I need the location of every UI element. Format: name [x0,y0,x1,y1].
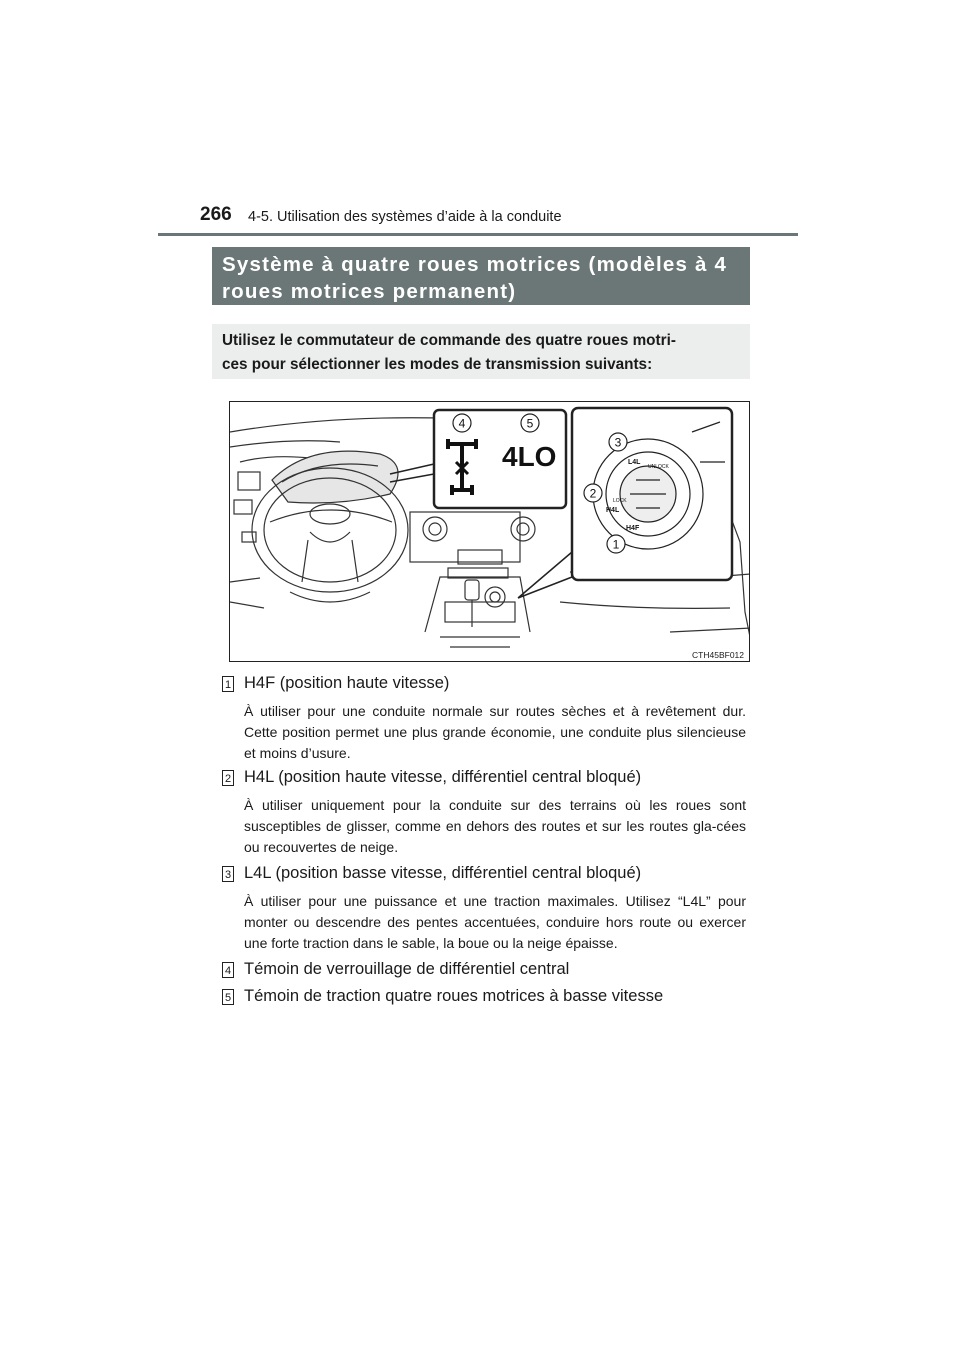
callout-2: 2 [589,486,597,501]
item-number: 1 [222,676,234,692]
dial-label-unlock: UNLOCK [648,464,669,470]
intro-line-2: ces pour sélectionner les modes de transmission suivants: [222,356,653,373]
item-description: À utiliser uniquement pour la conduite sur des terrains où les roues sont susceptibles de glisser, comme en dehors des routes et sur les routes gla-cées ou recouvertes de neige. [244,797,746,855]
low-range-indicator: 4LO [502,441,557,472]
dashboard-drawing [230,402,750,662]
item-title: H4F (position haute vitesse) [244,674,450,692]
intro-line-1: Utilisez le commutateur de commande des quatre roues motri- [222,332,676,349]
callout-3: 3 [614,435,622,450]
item-number: 3 [222,866,234,882]
item-number: 2 [222,770,234,786]
page-number: 266 [200,204,232,225]
item-title: L4L (position basse vitesse, différentiel central bloqué) [244,864,642,882]
callout-5: 5 [526,416,534,431]
header-divider [158,233,798,236]
dial-label-h4l: H4L [606,507,620,514]
item-title: Témoin de verrouillage de différentiel central [244,960,570,978]
figure-code: CTH45BF012 [692,650,744,660]
item-description: À utiliser pour une conduite normale sur routes sèches et à revêtement dur. Cette position permet une plus grande économie, une conduite plus silencieuse et moins d’usure. [244,703,746,761]
dial-label-l4l: L4L [628,459,641,466]
item-title: Témoin de traction quatre roues motrices à basse vitesse [244,987,664,1005]
callout-1: 1 [612,537,620,552]
section-title-band [212,247,750,305]
item-title: H4L (position haute vitesse, différentiel central bloqué) [244,768,642,786]
dial-label-lock: LOCK [613,498,627,504]
item-description: À utiliser pour une puissance et une traction maximales. Utilisez “L4L” pour monter ou descendre des pentes accentuées, conduire hors route ou exercer une forte traction dans le sable, la boue ou la neige épaisse. [244,893,746,951]
dashboard-illustration [229,401,750,662]
section-breadcrumb: 4-5. Utilisation des systèmes d’aide à la conduite [248,209,562,225]
section-title-line-2: roues motrices permanent) [222,280,517,303]
item-number: 4 [222,962,234,978]
intro-box [212,324,750,379]
section-title-line-1: Système à quatre roues motrices (modèles à 4 [222,253,728,276]
callout-4: 4 [458,416,466,431]
item-number: 5 [222,989,234,1005]
dial-label-h4f: H4F [626,525,640,532]
